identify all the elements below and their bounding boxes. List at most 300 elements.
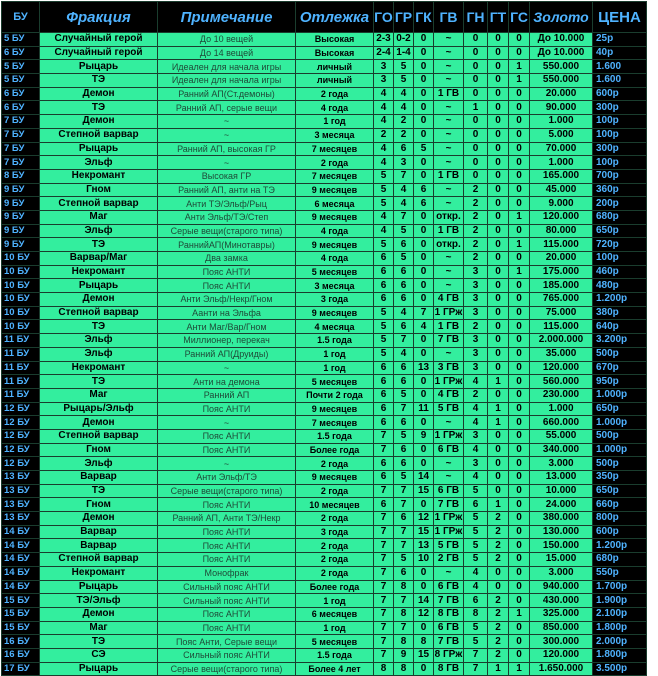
cell-faction: Демон <box>40 115 158 129</box>
cell-go: 4 <box>374 156 394 170</box>
cell-gs: 0 <box>509 334 530 348</box>
cell-go: 4 <box>374 115 394 129</box>
cell-gr: 4 <box>394 87 414 101</box>
cell-gk: 0 <box>414 662 434 676</box>
cell-gr: 7 <box>394 539 414 553</box>
cell-level: 13 БУ <box>2 512 40 526</box>
table-row <box>2 115 647 129</box>
cell-price: 380р <box>593 306 647 320</box>
cell-gn: 3 <box>464 306 488 320</box>
cell-gr: 7 <box>394 169 414 183</box>
cell-go: 6 <box>374 498 394 512</box>
cell-faction: Варвар <box>40 539 158 553</box>
cell-faction: Случайный герой <box>40 46 158 60</box>
cell-go: 7 <box>374 539 394 553</box>
cell-gk: 9 <box>414 429 434 443</box>
cell-gt: 0 <box>488 169 509 183</box>
cell-gn: 6 <box>464 594 488 608</box>
cell-price: 350р <box>593 471 647 485</box>
cell-go: 4 <box>374 210 394 224</box>
cell-faction: ТЭ <box>40 635 158 649</box>
cell-note: ~ <box>158 128 296 142</box>
table-row <box>2 429 647 443</box>
cell-gt: 0 <box>488 279 509 293</box>
cell-gt: 0 <box>488 347 509 361</box>
cell-gold: 1.650.000 <box>530 662 593 676</box>
cell-aging: 2 года <box>296 539 374 553</box>
cell-gold: 115.000 <box>530 320 593 334</box>
cell-gold: 380.000 <box>530 512 593 526</box>
cell-gv: 1 ГВ <box>434 169 464 183</box>
cell-price: 300р <box>593 142 647 156</box>
cell-price: 600р <box>593 87 647 101</box>
header-price: ЦЕНА <box>593 2 647 33</box>
cell-gn: 4 <box>464 443 488 457</box>
cell-gs: 1 <box>509 238 530 252</box>
cell-gn: 0 <box>464 169 488 183</box>
cell-gold: 120.000 <box>530 210 593 224</box>
cell-go: 7 <box>374 566 394 580</box>
cell-price: 680р <box>593 553 647 567</box>
cell-gv: 7 ГВ <box>434 635 464 649</box>
cell-gold: 10.000 <box>530 484 593 498</box>
cell-gn: 5 <box>464 635 488 649</box>
cell-gr: 6 <box>394 566 414 580</box>
cell-aging: 1.5 года <box>296 429 374 443</box>
cell-faction: Степной варвар <box>40 197 158 211</box>
cell-gk: 0 <box>414 74 434 88</box>
cell-gold: 120.000 <box>530 361 593 375</box>
cell-gs: 0 <box>509 293 530 307</box>
cell-gt: 0 <box>488 197 509 211</box>
cell-gn: 8 <box>464 607 488 621</box>
cell-gn: 0 <box>464 156 488 170</box>
cell-gs: 0 <box>509 252 530 266</box>
header-gk: ГК <box>414 2 434 33</box>
cell-level: 12 БУ <box>2 416 40 430</box>
cell-gt: 0 <box>488 306 509 320</box>
cell-gold: 560.000 <box>530 375 593 389</box>
cell-faction: Демон <box>40 607 158 621</box>
cell-gk: 0 <box>414 416 434 430</box>
cell-gt: 0 <box>488 87 509 101</box>
cell-gt: 0 <box>488 33 509 47</box>
cell-gt: 0 <box>488 293 509 307</box>
cell-faction: Степной варвар <box>40 128 158 142</box>
cell-faction: Варвар <box>40 471 158 485</box>
cell-gt: 2 <box>488 607 509 621</box>
cell-price: 1.200р <box>593 293 647 307</box>
cell-price: 200р <box>593 197 647 211</box>
cell-gv: 1 ГВ <box>434 224 464 238</box>
cell-gold: 1.000 <box>530 115 593 129</box>
cell-note: Два замка <box>158 252 296 266</box>
header-gr: ГР <box>394 2 414 33</box>
cell-price: 1.900р <box>593 594 647 608</box>
cell-gt: 1 <box>488 416 509 430</box>
cell-gr: 5 <box>394 553 414 567</box>
cell-price: 25р <box>593 33 647 47</box>
cell-go: 5 <box>374 197 394 211</box>
cell-price: 640р <box>593 320 647 334</box>
cell-gk: 0 <box>414 128 434 142</box>
table-row <box>2 580 647 594</box>
cell-note: ~ <box>158 416 296 430</box>
cell-gr: 6 <box>394 279 414 293</box>
cell-gs: 1 <box>509 607 530 621</box>
cell-gs: 0 <box>509 484 530 498</box>
cell-go: 5 <box>374 238 394 252</box>
cell-aging: 6 месяца <box>296 197 374 211</box>
cell-gt: 0 <box>488 210 509 224</box>
cell-gv: 4 ГВ <box>434 293 464 307</box>
cell-faction: ТЭ <box>40 375 158 389</box>
cell-gold: 90.000 <box>530 101 593 115</box>
cell-aging: 4 месяца <box>296 320 374 334</box>
cell-faction: ТЭ/Эльф <box>40 594 158 608</box>
table-row <box>2 101 647 115</box>
cell-gs: 0 <box>509 46 530 60</box>
table-body <box>2 33 647 676</box>
cell-go: 7 <box>374 580 394 594</box>
cell-faction: Варвар <box>40 525 158 539</box>
header-gv: ГВ <box>434 2 464 33</box>
cell-level: 12 БУ <box>2 429 40 443</box>
cell-gold: 5.000 <box>530 128 593 142</box>
cell-level: 5 БУ <box>2 60 40 74</box>
cell-faction: Некромант <box>40 566 158 580</box>
cell-note: Сильный пояс АНТИ <box>158 648 296 662</box>
cell-faction: Рыцарь <box>40 279 158 293</box>
cell-price: 40р <box>593 46 647 60</box>
cell-go: 6 <box>374 402 394 416</box>
cell-faction: Эльф <box>40 224 158 238</box>
cell-gk: 8 <box>414 635 434 649</box>
cell-gr: 4 <box>394 306 414 320</box>
cell-gr: 2 <box>394 128 414 142</box>
cell-gs: 0 <box>509 375 530 389</box>
cell-price: 660р <box>593 498 647 512</box>
table-row <box>2 46 647 60</box>
cell-price: 460р <box>593 265 647 279</box>
cell-price: 650р <box>593 402 647 416</box>
cell-go: 6 <box>374 293 394 307</box>
cell-note: Анти Эльф/ТЭ/Степ <box>158 210 296 224</box>
cell-gn: 2 <box>464 388 488 402</box>
cell-gn: 0 <box>464 128 488 142</box>
cell-faction: Рыцарь <box>40 142 158 156</box>
cell-gk: 5 <box>414 142 434 156</box>
cell-gk: 0 <box>414 580 434 594</box>
cell-aging: 3 года <box>296 525 374 539</box>
header-go: ГО <box>374 2 394 33</box>
cell-level: 15 БУ <box>2 594 40 608</box>
cell-gr: 3 <box>394 156 414 170</box>
cell-gn: 0 <box>464 60 488 74</box>
cell-gv: 3 ГВ <box>434 361 464 375</box>
cell-gk: 7 <box>414 306 434 320</box>
cell-gs: 0 <box>509 525 530 539</box>
cell-aging: 4 года <box>296 252 374 266</box>
cell-gk: 0 <box>414 46 434 60</box>
cell-faction: Гном <box>40 498 158 512</box>
cell-go: 5 <box>374 320 394 334</box>
cell-faction: Маг <box>40 621 158 635</box>
cell-gold: 165.000 <box>530 169 593 183</box>
cell-gn: 4 <box>464 566 488 580</box>
cell-gr: 6 <box>394 361 414 375</box>
cell-go: 5 <box>374 169 394 183</box>
table-row <box>2 594 647 608</box>
cell-aging: 3 месяца <box>296 128 374 142</box>
cell-price: 1.600 <box>593 74 647 88</box>
header-note: Примечание <box>158 2 296 33</box>
cell-faction: Рыцарь <box>40 662 158 676</box>
cell-gt: 0 <box>488 142 509 156</box>
cell-level: 14 БУ <box>2 566 40 580</box>
cell-go: 3 <box>374 60 394 74</box>
table-row <box>2 635 647 649</box>
cell-gn: 3 <box>464 457 488 471</box>
cell-gk: 0 <box>414 210 434 224</box>
cell-gv: 1 ГРж <box>434 307 463 319</box>
cell-go: 2 <box>374 128 394 142</box>
cell-faction: Некромант <box>40 265 158 279</box>
cell-gk: 0 <box>414 60 434 74</box>
cell-gr: 8 <box>394 635 414 649</box>
cell-gt: 0 <box>488 224 509 238</box>
table-row <box>2 293 647 307</box>
cell-level: 11 БУ <box>2 334 40 348</box>
cell-note: Серые вещи(старого типа) <box>158 224 296 238</box>
cell-aging: Почти 2 года <box>296 388 374 402</box>
cell-gr: 7 <box>394 210 414 224</box>
cell-go: 4 <box>374 87 394 101</box>
cell-go: 6 <box>374 416 394 430</box>
table-row <box>2 539 647 553</box>
cell-gr: 5 <box>394 60 414 74</box>
cell-price: 1.600 <box>593 60 647 74</box>
cell-price: 2.100р <box>593 607 647 621</box>
cell-gr: 4 <box>394 101 414 115</box>
cell-price: 100р <box>593 156 647 170</box>
cell-gs: 0 <box>509 347 530 361</box>
table-row <box>2 553 647 567</box>
table-row <box>2 306 647 320</box>
cell-gold: 120.000 <box>530 648 593 662</box>
cell-faction: Демон <box>40 293 158 307</box>
cell-gr: 4 <box>394 197 414 211</box>
cell-go: 7 <box>374 553 394 567</box>
cell-gt: 0 <box>488 429 509 443</box>
cell-note: ~ <box>158 156 296 170</box>
cell-gold: 130.000 <box>530 525 593 539</box>
cell-note: Пояс Анти, Серые вещи <box>158 635 296 649</box>
cell-gk: 0 <box>414 334 434 348</box>
cell-gn: 3 <box>464 334 488 348</box>
cell-gk: 14 <box>414 471 434 485</box>
cell-note: Идеален для начала игры <box>158 60 296 74</box>
cell-level: 16 БУ <box>2 635 40 649</box>
cell-gn: 3 <box>464 279 488 293</box>
cell-gs: 0 <box>509 87 530 101</box>
cell-gs: 1 <box>509 60 530 74</box>
cell-gn: 0 <box>464 142 488 156</box>
cell-level: 15 БУ <box>2 607 40 621</box>
cell-note: Ранний АП, серые вещи <box>158 101 296 115</box>
cell-gv: 1 ГРж <box>434 526 463 538</box>
cell-aging: 1.5 года <box>296 648 374 662</box>
cell-gn: 2 <box>464 252 488 266</box>
cell-level: 17 БУ <box>2 662 40 676</box>
cell-faction: Варвар/Маг <box>40 252 158 266</box>
cell-aging: 2 года <box>296 553 374 567</box>
cell-gn: 3 <box>464 265 488 279</box>
cell-aging: 3 месяца <box>296 279 374 293</box>
cell-gk: 13 <box>414 539 434 553</box>
cell-price: 100р <box>593 128 647 142</box>
cell-note: Пояс АНТИ <box>158 402 296 416</box>
cell-level: 7 БУ <box>2 142 40 156</box>
header-gs: ГС <box>509 2 530 33</box>
cell-faction: Демон <box>40 87 158 101</box>
cell-gn: 4 <box>464 375 488 389</box>
cell-price: 720р <box>593 238 647 252</box>
cell-gold: До 10.000 <box>530 46 593 60</box>
cell-gv: 6 ГВ <box>434 580 464 594</box>
cell-aging: 1 год <box>296 347 374 361</box>
cell-gk: 0 <box>414 224 434 238</box>
cell-gn: 5 <box>464 539 488 553</box>
cell-gv: 7 ГВ <box>434 334 464 348</box>
cell-gold: 325.000 <box>530 607 593 621</box>
cell-gv: ~ <box>434 142 464 156</box>
cell-note: Ранний АП(Друиды) <box>158 347 296 361</box>
cell-gr: 6 <box>394 443 414 457</box>
cell-faction: ТЭ <box>40 101 158 115</box>
cell-gt: 0 <box>488 128 509 142</box>
cell-gv: ~ <box>434 416 464 430</box>
cell-gs: 0 <box>509 224 530 238</box>
table-row <box>2 265 647 279</box>
cell-faction: Степной варвар <box>40 306 158 320</box>
cell-faction: ТЭ <box>40 238 158 252</box>
cell-price: 1.200р <box>593 539 647 553</box>
cell-gt: 0 <box>488 320 509 334</box>
cell-aging: личный <box>296 60 374 74</box>
cell-gold: 850.000 <box>530 621 593 635</box>
cell-level: 9 БУ <box>2 238 40 252</box>
cell-price: 670р <box>593 361 647 375</box>
cell-gk: 4 <box>414 320 434 334</box>
cell-faction: Гном <box>40 183 158 197</box>
cell-level: 14 БУ <box>2 539 40 553</box>
cell-gr: 7 <box>394 594 414 608</box>
cell-aging: 9 месяцев <box>296 402 374 416</box>
cell-gold: 9.000 <box>530 197 593 211</box>
cell-aging: 9 месяцев <box>296 210 374 224</box>
cell-gk: 0 <box>414 621 434 635</box>
cell-gr: 8 <box>394 580 414 594</box>
cell-gr: 6 <box>394 320 414 334</box>
cell-gt: 0 <box>488 566 509 580</box>
cell-gv: 2 ГВ <box>434 553 464 567</box>
cell-gold: 185.000 <box>530 279 593 293</box>
table-row <box>2 320 647 334</box>
cell-gs: 0 <box>509 183 530 197</box>
cell-faction: Случайный герой <box>40 33 158 47</box>
cell-gr: 0-2 <box>394 33 414 47</box>
cell-gold: 150.000 <box>530 539 593 553</box>
cell-go: 6 <box>374 375 394 389</box>
cell-gn: 3 <box>464 347 488 361</box>
cell-gt: 2 <box>488 594 509 608</box>
table-row <box>2 142 647 156</box>
cell-gold: 300.000 <box>530 635 593 649</box>
cell-go: 6 <box>374 252 394 266</box>
cell-gt: 0 <box>488 156 509 170</box>
table-row <box>2 361 647 375</box>
cell-aging: 1 год <box>296 361 374 375</box>
cell-gn: 3 <box>464 361 488 375</box>
cell-gold: 75.000 <box>530 306 593 320</box>
cell-aging: 1 год <box>296 594 374 608</box>
cell-level: 6 БУ <box>2 46 40 60</box>
table-row <box>2 169 647 183</box>
cell-go: 7 <box>374 594 394 608</box>
cell-aging: 4 года <box>296 224 374 238</box>
table-row <box>2 210 647 224</box>
cell-faction: Демон <box>40 416 158 430</box>
cell-level: 14 БУ <box>2 553 40 567</box>
cell-price: 600р <box>593 525 647 539</box>
cell-gs: 0 <box>509 402 530 416</box>
cell-gk: 0 <box>414 347 434 361</box>
cell-note: Миллионер, перекач <box>158 334 296 348</box>
cell-note: Пояс АНТИ <box>158 498 296 512</box>
cell-faction: Рыцарь <box>40 60 158 74</box>
cell-level: 10 БУ <box>2 306 40 320</box>
cell-level: 14 БУ <box>2 525 40 539</box>
cell-gk: 11 <box>414 402 434 416</box>
cell-gr: 6 <box>394 512 414 526</box>
cell-gold: 70.000 <box>530 142 593 156</box>
cell-faction: Эльф <box>40 347 158 361</box>
cell-note: Пояс АНТИ <box>158 265 296 279</box>
table-row <box>2 457 647 471</box>
cell-price: 800р <box>593 512 647 526</box>
cell-gk: 0 <box>414 293 434 307</box>
cell-level: 9 БУ <box>2 197 40 211</box>
cell-gv: 6 ГВ <box>434 443 464 457</box>
cell-level: 15 БУ <box>2 621 40 635</box>
cell-gv: ~ <box>434 183 464 197</box>
cell-faction: ТЭ <box>40 484 158 498</box>
cell-level: 5 БУ <box>2 33 40 47</box>
cell-aging: 9 месяцев <box>296 471 374 485</box>
cell-gold: 765.000 <box>530 293 593 307</box>
cell-gold: 940.000 <box>530 580 593 594</box>
cell-aging: 4 года <box>296 101 374 115</box>
cell-gold: 13.000 <box>530 471 593 485</box>
cell-go: 3 <box>374 74 394 88</box>
cell-aging: личный <box>296 74 374 88</box>
table-row <box>2 224 647 238</box>
cell-level: 7 БУ <box>2 128 40 142</box>
cell-gs: 0 <box>509 580 530 594</box>
table-row <box>2 648 647 662</box>
cell-gs: 0 <box>509 197 530 211</box>
